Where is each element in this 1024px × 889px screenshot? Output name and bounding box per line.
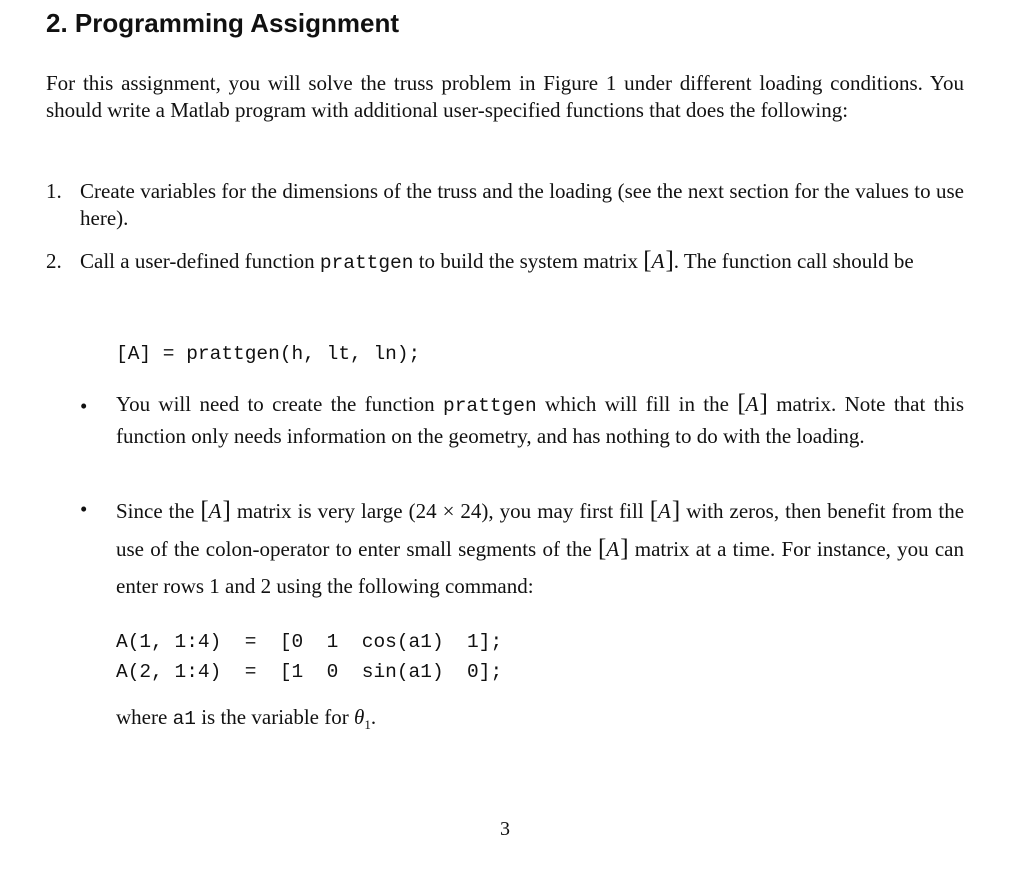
bullet-item-2 [80, 496, 964, 605]
code-function-call: [A] = prattgen(h, lt, ln); [116, 343, 421, 365]
code-line-1: A(1, 1:4) = [0 1 cos(a1) 1]; [116, 631, 503, 653]
intro-paragraph: For this assignment, you will solve the truss problem in Figure 1 under different loading conditions. You should write a Matlab program with additional user-specified functions that does the following: [46, 71, 964, 122]
matrix-symbol: A [658, 499, 672, 523]
list-item-2 [46, 248, 964, 280]
list-item-text: Call a user-defined function prattgen to build the system matrix [A]. The function call should be [80, 247, 914, 274]
list-number: 2. [46, 249, 62, 273]
bullet-text: You will need to create the function prattgen which will fill in the [A] matrix. Note that this function only needs information on the geometry, and has nothing to do with the loading. [116, 390, 965, 448]
bullet-icon: • [80, 497, 88, 521]
theta-symbol: θ [354, 705, 365, 729]
bullet-item-1 [80, 390, 965, 451]
section-heading: 2. Programming Assignment [46, 8, 399, 38]
variable-name: a1 [172, 708, 196, 730]
function-name: prattgen [319, 252, 414, 274]
list-item-1 [46, 178, 964, 232]
page-number: 3 [500, 818, 510, 840]
matrix-symbol: A [606, 537, 621, 561]
matrix-symbol: A [745, 392, 760, 416]
matrix-symbol: A [208, 499, 223, 523]
list-number: 1. [46, 179, 62, 203]
bullet-text: Since the [A] matrix is very large (24 × 24), you may first fill [A] with zeros, then benefit from the use of the colon-operator to enter small segments of the [A] matrix at a time. For instance, you can enter rows 1 and 2 using the following command: [116, 497, 965, 598]
list-item-text: Create variables for the dimensions of the truss and the loading (see the next section for the values to use here). [80, 179, 964, 230]
function-name: prattgen [443, 395, 537, 417]
code-line-2: A(2, 1:4) = [1 0 sin(a1) 0]; [116, 661, 503, 683]
bullet-icon: • [80, 394, 88, 418]
matrix-symbol: A [651, 249, 666, 273]
variable-note: where a1 is the variable for $\theta_1$. [116, 705, 377, 733]
